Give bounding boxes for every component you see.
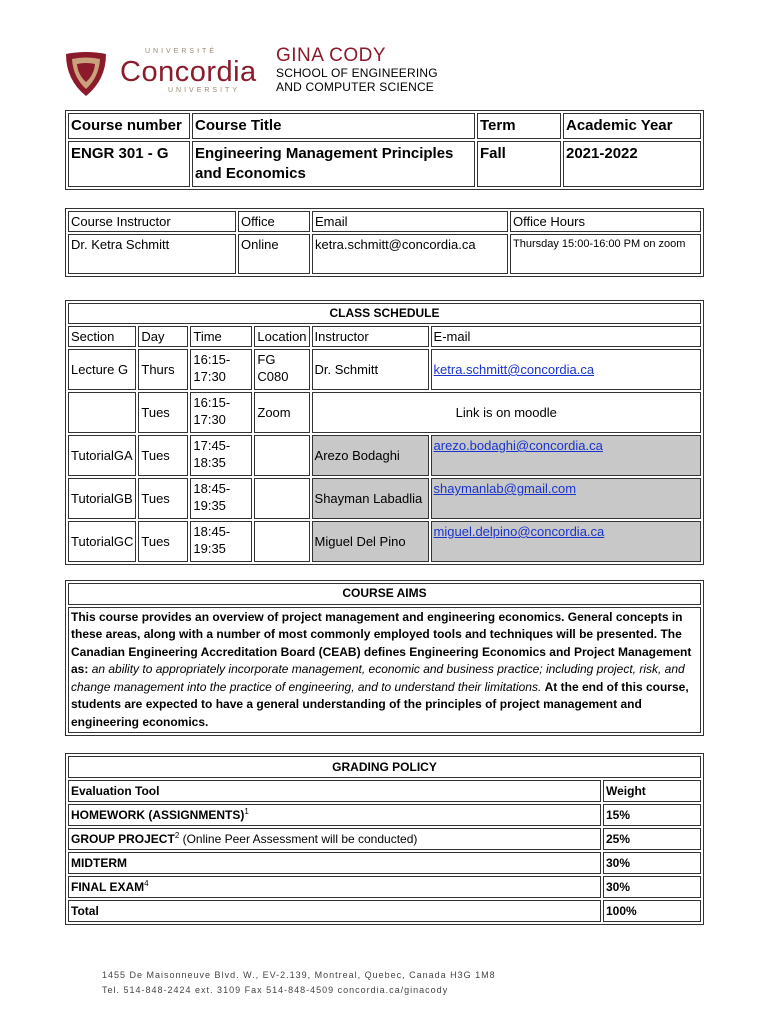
row-location [254,478,309,519]
table-row [68,478,701,519]
header-section: Section [68,326,136,347]
grading-weight: 100% [603,900,701,922]
row-instructor: Shayman Labadlia [312,478,429,519]
grading-weight: 30% [603,876,701,898]
course-term: Fall [477,141,561,187]
instructor-office-hours: Thursday 15:00-16:00 PM on zoom [510,234,701,274]
table-row [68,521,701,562]
row-day: Tues [138,478,188,519]
row-instructor: Dr. Schmitt [312,349,429,390]
school-line-2: AND COMPUTER SCIENCE [276,80,435,94]
grading-weight: 15% [603,804,701,826]
header-location: Location [254,326,309,347]
row-moodle-note: Link is on moodle [312,392,701,433]
row-time: 18:45- 19:35 [190,478,252,519]
aims-definition: an ability to appropriately incorporate management, economic and business practice; including project, risk, and change management into the practice of engineering, and to understand their limitations. [71,662,685,694]
footnote-ref: 1 [244,807,249,816]
table-row [68,828,701,850]
header-day: Day [138,326,188,347]
row-location [254,521,309,562]
grading-weight: 25% [603,828,701,850]
aims-caption: COURSE AIMS [68,583,701,605]
footnote-ref: 2 [174,831,180,840]
header-time: Time [190,326,252,347]
logo-wordmark: Concordia [120,56,257,88]
instructor-office: Online [238,234,310,274]
header-instructor: Course Instructor [68,211,236,232]
aims-conclusion: At the end of this course, students are expected to have a general understanding of the principles of project management and engineering economics. [71,679,689,729]
school-name: GINA CODY [276,45,387,66]
grading-tool: MIDTERM [71,856,127,870]
school-title [276,46,438,94]
row-day: Thurs [138,349,188,390]
table-row [68,876,701,898]
table-row [68,900,701,922]
row-location [254,435,309,476]
header-course-title: Course Title [192,113,475,139]
table-row [68,852,701,874]
table-row [68,435,701,476]
grading-weight: 30% [603,852,701,874]
footer-line-1: 1455 De Maisonneuve Blvd. W., EV-2.139, Montreal, Quebec, Canada H3G 1M8 [102,970,496,980]
concordia-shield-icon [64,50,108,98]
footer-line-2: Tel. 514-848-2424 ext. 3109 Fax 514-848-4509 concordia.ca/ginacody [102,985,449,995]
row-section: TutorialGA [68,435,136,476]
grading-tool: Total [71,904,99,918]
row-instructor: Arezo Bodaghi [312,435,429,476]
course-year: 2021-2022 [563,141,701,187]
grading-tool: FINAL EXAM [71,880,145,894]
aims-intro: This course provides an overview of project management and engineering economics. General concepts in these areas, along with a number of most commonly employed tools and techniques will be presented. The Canadian Engineering Accreditation Board (CEAB) defines Engineering Economics and Project Management as: [71,609,692,676]
header-course-number: Course number [68,113,190,139]
row-section: TutorialGB [68,478,136,519]
row-time: 17:45- 18:35 [190,435,252,476]
schedule-caption: CLASS SCHEDULE [68,303,701,324]
footer-address [102,968,496,998]
aims-text [68,607,701,734]
table-row [68,392,701,433]
header-office-hours: Office Hours [510,211,701,232]
class-schedule-table [65,300,704,565]
row-instructor: Miguel Del Pino [312,521,429,562]
instructor-name: Dr. Ketra Schmitt [68,234,236,274]
logo-universite: UNIVERSITÉ [144,48,217,55]
instructor-table [65,208,704,277]
row-time: 16:15- 17:30 [190,392,252,433]
row-time: 18:45- 19:35 [190,521,252,562]
row-day: Tues [138,521,188,562]
header-office: Office [238,211,310,232]
table-row [68,804,701,826]
instructor-email[interactable]: ketra.schmitt@concordia.ca [312,234,508,274]
grading-tool: GROUP PROJECT [71,832,175,846]
row-day: Tues [138,435,188,476]
header-email: E-mail [431,326,701,347]
header-weight: Weight [603,780,701,802]
row-location: Zoom [254,392,309,433]
course-number: ENGR 301 - G [68,141,190,187]
row-email-link[interactable]: arezo.bodaghi@concordia.ca [433,438,603,453]
row-day: Tues [138,392,188,433]
logo-university: UNIVERSITY [167,87,240,94]
grading-tool: HOMEWORK (ASSIGNMENTS) [71,808,245,822]
row-email-link[interactable]: shaymanlab@gmail.com [433,481,577,496]
course-info-table [65,110,704,190]
grading-caption: GRADING POLICY [68,756,701,778]
row-section: Lecture G [68,349,136,390]
grading-policy-table [65,753,704,925]
row-time: 16:15- 17:30 [190,349,252,390]
header-instructor: Instructor [312,326,429,347]
row-email-link[interactable]: miguel.delpino@concordia.ca [433,524,605,539]
row-section: TutorialGC [68,521,136,562]
row-section [68,392,136,433]
header-evaluation-tool: Evaluation Tool [68,780,601,802]
grading-note: (Online Peer Assessment will be conducted) [179,832,418,846]
course-aims-table [65,580,704,736]
table-row [68,349,701,390]
row-location: FG C080 [254,349,309,390]
header-email: Email [312,211,508,232]
footnote-ref: 4 [144,879,149,888]
row-email-link[interactable]: ketra.schmitt@concordia.ca [433,362,595,377]
header-term: Term [477,113,561,139]
header-academic-year: Academic Year [563,113,701,139]
course-title: Engineering Management Principles and Economics [192,141,475,187]
school-line-1: SCHOOL OF ENGINEERING [276,66,438,80]
